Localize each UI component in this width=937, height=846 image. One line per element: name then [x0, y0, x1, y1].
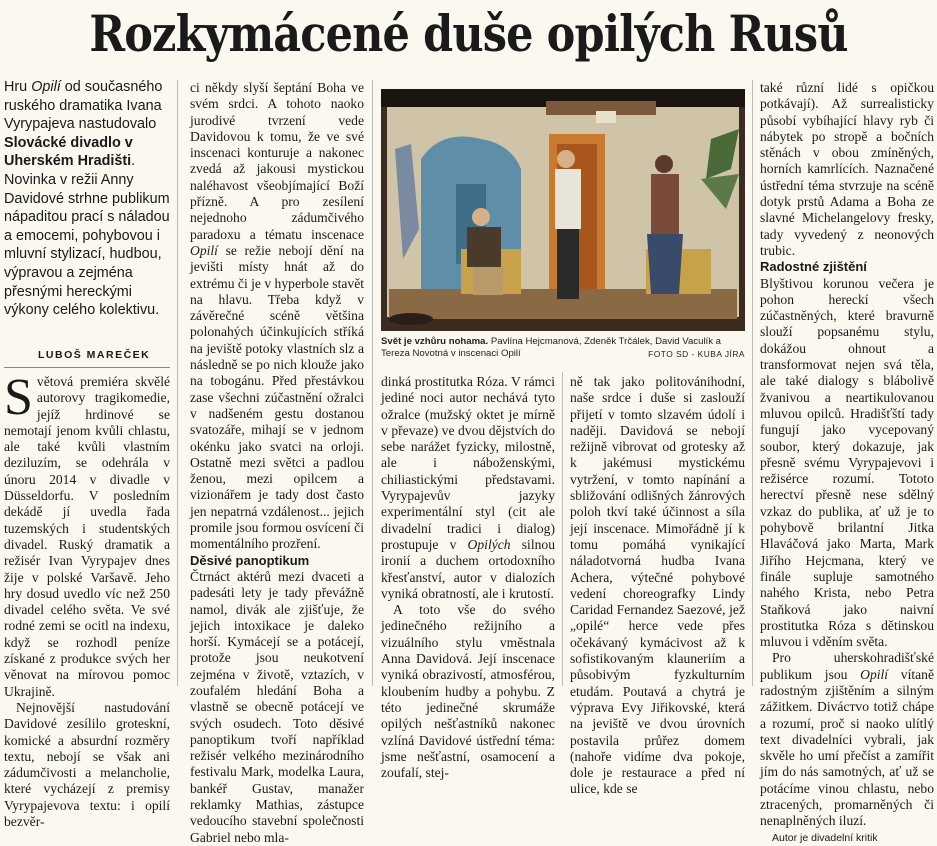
body-paragraph: A toto vše do svého jedinečného režijního a vizuálního stylu vměstnala Anna Davidová. Její inscenace vyniká obrazivostí, atmosférou, kloubením hudby a pohybu. Z této jedinečné skrumáže opilých nešťastníků nakonec vzlíná Davidové ústřední téma: jsme nešťastní, osamocení a zoufalí, stej-	[381, 602, 555, 781]
subhead-panoptikum: Děsivé panoptikum	[190, 552, 310, 568]
stage-photo	[381, 89, 745, 331]
drop-cap: S	[4, 369, 33, 426]
body-paragraph: Blyštivou korunou večera je pohon hereckí všech zúčastněných, které bravurně slouží popsanému stylu, dokážou ohnout a transformovat nejen svá těla, ale také dialogy s blábolivě žvanivou a neartikulovanou mluvou opilců. Hradišťští tady fungují jako vycepovaný soubor, který dokazuje, jak přesně svému Vyrypajevovi i režisérce rozumí. Tototo herectví přesně nese sdělný vzkaz do publika, ať už je to pohybově brilantní Jitka Hlaváčová jako Marta, Mark Jiřího Hejcmana, který ve finále supluje samotného nahého Krista, nebo Petra Staňková jako naivní prostitutka Róza s dětinskou mluvou i vděním světa.	[760, 275, 934, 650]
body-paragraph: ci někdy slyší šeptání Boha ve svém srdci. A tohoto naoko jurodivé tvrzení vede Davidovou k tomu, že ve své inscenaci konturuje a nakonec zvedá až jakousi mystickou naléhavost všeobjímající Boží přízně. A pro zesílení nejednoho zádumčivého paradoxu a tématu inscenace Opilí se režie nebojí dění na jevišti místy hnát až do extrému či je v hyperbole stavět na hlavu. Třeba když v závěrečné scéně většina polonahých účinkujících stříká na jeviště potoky vlastních slz a následně se po nich klouže jako na tobogánu. Před přestávkou zase všechni zúčastnění ožralci v nadšeném gestu dostanou svatozáře, mihají se v jednom okénku jako svatci na orloji. Ostatně mezi světci a padlou ženou, mezi opilcem a vizionářem je tady dost často jen nepatrná vzdálenost... jejich promile jsou formou osvícení či momentálního prozření.	[190, 80, 365, 552]
body-paragraph: dinká prostitutka Róza. V rámci jediné noci autor nechává tyto ožralce (mužský oktet je mírně v převaze) ve dvou dějstvích do sebe narážet fyzicky, milostně, ale i náboženskými, chiliastickými představami. Vyrypajevův jazyky experimentální styl (cit ale divadelní tradici i dialog) prostupuje v Opilých silnou ironií a duchem ortodoxního křesťanství, autor v dialozích vyniká obratností, ale i krutostí.	[381, 374, 556, 601]
body-paragraph: Světová premiéra skvělé autorovy tragikomedie, jejíž hrdinové se nemotají jenom kvůli chlastu, ale také kvůli vlastním deziluzím, se odehrála v únoru 2014 v divadle v Düsseldorfu. V posledním dekádě jí uvedla řada tuzemských i studentských divadel. Ruský dramatik a režisér Ivan Vyrypajev dnes žije v polské Varšavě. Jeho hry dosud uvedlo víc než 250 divadel celého světa. Ve své rodné zemi se ocitl na indexu, když se rozhodl peníze získané z produkce svých her věnovat na mírovou pomoc Ukrajině.	[4, 369, 170, 699]
byline: LUBOŠ MAREČEK	[38, 349, 151, 361]
body-paragraph: Čtrnáct aktérů mezi dvaceti a padesáti lety je tady převážně namol, divák ale zjišťuje, že jejich intoxikace je daleko horší. Kymácejí se a potácejí, protože jsou neukotvení zejména v životě, vztazích, v zoufalém hledání Boha a vlastně se obecně potácejí ve svých osudech. Toto děsivé panoptikum tvoří například režisér velkého mezinárodního festivalu Mark, modelka Laura, bankéř Gustav, manažer reklamky Mathias, zástupce vedoucího stavební společnosti Gabriel nebo mla-	[190, 568, 364, 845]
headline: Rozkymácené duše opilých Rusů	[89, 4, 848, 63]
column-4	[570, 374, 745, 797]
body-paragraph: Pro uherskohradišťské publikum jsou Opilí vítaně radostným zjištěním a silným zážitkem. Divácтvo totiž chápe a rozumí, proč si naoko ulítlý text divadelníci vybrali, jak skvěle ho umí přečíst a zamířit jím do nás samotných, ať už se potácíme vinou chlastu, nebo ztracených, promarněných či nenaplněných iluzí.	[760, 650, 934, 829]
column-2	[190, 80, 365, 845]
column-divider	[752, 80, 753, 686]
theatre-name: Slovácké divadlo v Uherském Hradišti	[4, 134, 133, 170]
column-divider	[372, 80, 373, 686]
byline-rule	[4, 367, 170, 368]
author-note: Autor je divadelní kritik	[772, 831, 878, 844]
column-1	[4, 369, 170, 830]
column-divider	[177, 80, 178, 686]
body-paragraph: také různí lidé s opičkou potkávají). Až surrealisticky působí vybíhající hlavy ryb či nábytek po stropě a bočních stěnách v obou zmíněných, horních kamrlících. Naznačené ústřední téma stvrzuje na scéně dotyk prstů Adama a Boha ze slavné Michelangelovy fresky, tady vyvedený z neonových trubic.	[760, 80, 934, 258]
column-divider	[562, 372, 563, 686]
caption-text: Pavlína Hejcmanová, Zdeněk Trčálek, David Vaculík a Tereza Novotná v inscenaci Opilí	[381, 336, 722, 359]
column-3	[381, 374, 556, 781]
subhead-zjisteni: Radostné zjištění	[760, 259, 867, 275]
photo-credit: FOTO SD - KUBA JÍRA	[648, 349, 745, 359]
caption-title: Svět je vzhůru nohama.	[381, 336, 489, 347]
column-5	[760, 80, 934, 844]
body-paragraph: Nejnovější nastudování Davidové zesílilo groteskní, komické a absurdní rozměry textu, nebojí se však ani zádumčivosti a melancholie, které vycházejí z premisy Vyrypajevova textu: i opilí bezvěr-	[4, 699, 170, 830]
photo-caption	[381, 336, 745, 360]
lead-paragraph: Hru Opilí od současného ruského dramatika Ivana Vyrypajeva nastudovalo Slovácké divadlo v Uherském Hradišti. Novinka v režii Anny Davidové strhne publikum nápaditou prací s náladou a emocemi, pohybovou i mluvní stylizací, hudbou, výpravou a zejména přesnými hereckými výkony celého kolektivu.	[4, 79, 170, 319]
body-paragraph: ně tak jako politovánihodní, naše srdce i duše si zaslouží přijetí v tomto slzavém údolí i naději. Davidová se nebojí režijně vibrovat od grotesky až k jakémusi mystickému vytržení, v tomto napínání a sbližování odlišných žánrových poloh tkví také účinnost a síla její inscenace. Mimořádně jí k tomu pomáhá vynikající náladotvorná hudba Ivana Achera, výtečné pohybové vedení choreografky Lindy Caridad Fernandez Saezové, jež „opilé“ herce vede přes očekávaný kymácivost až k sofistikovaným klauneriím a působivým fyzkulturním etudám. Poutavá a chytrá je výprava Evy Jiřikovské, která na jeviště ve dvou úrovních postavila průřez domem (nahoře vidíme dva pokoje, dole je restaurace a před ní ulice, kde se	[570, 374, 745, 797]
stage-illustration	[381, 89, 745, 331]
